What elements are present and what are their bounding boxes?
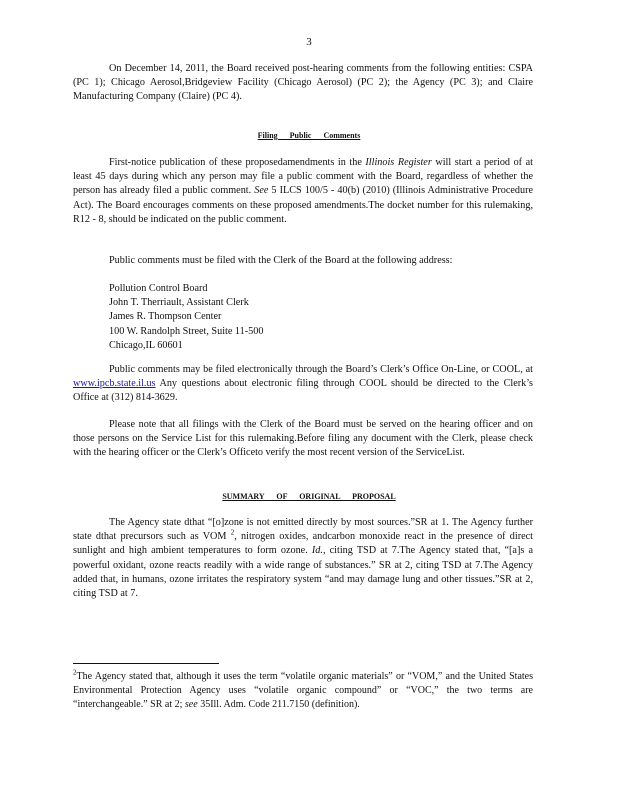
citation-signal: See bbox=[254, 185, 269, 197]
paragraph-post-hearing-comments: On December 14, 2011, the Board received post-hearing comments from the following entities: CSPA (PC 1); Chicago Aerosol,Bridgeview Facility (Chicago Aerosol) (PC 2); the Agency (PC 3); and Claire Manufacturing Company (Claire) (PC 4). bbox=[73, 63, 533, 103]
paragraph-electronic-filing bbox=[73, 363, 533, 406]
page-number: 3 bbox=[306, 36, 312, 48]
paragraph-first-notice bbox=[73, 156, 533, 227]
paragraph-service-list: Please note that all filings with the Clerk of the Board must be served on the hearing officer and on those persons on the Service List for this rulemaking.Before filing any document with the Clerk, please check with the hearing officer or the Clerk’s Officeto verify the most recent version of the ServiceList. bbox=[73, 419, 533, 459]
text-run: The Agency state dthat “[o]zone is not emitted directly by most sources.”SR at 1. The Agency further state dthat precursors such as VOM bbox=[73, 517, 533, 543]
register-title: Illinois Register bbox=[365, 157, 432, 168]
heading-text: Filing Public Comments bbox=[257, 131, 361, 140]
paragraph-agency-summary bbox=[73, 516, 533, 601]
text-run: 5 ILCS 100/5 - 40(b) (2010) (Illinois Administrative Procedure Act). The Board encourages comments on these proposed amendments.The docket number for this rulemaking, R12 - 8, should be indicated on the public comment. bbox=[73, 185, 533, 225]
address-line: Pollution Control Board bbox=[109, 283, 208, 294]
text-run: , citing TSD at 7.The Agency stated that, “[a]s a powerful oxidant, ozone reacts readily with a wide range of substances.” SR at 2, citing TSD at 7.The Agency added that, in humans, ozone irritates the respiratory system “and may damage lung and other tissues.”SR at 2, citing TSD at 7. bbox=[73, 545, 533, 600]
text-run: Public comments may be filed electronically through the Board’s Clerk’s Office On-Line, or COOL, at bbox=[109, 364, 533, 375]
text-run: , nitrogen oxides, andcarbon monoxide react in the presence of direct sunlight and high ambient temperatures to form ozone. bbox=[73, 531, 533, 557]
citation-signal: see bbox=[184, 699, 198, 710]
section-heading-filing-public-comments bbox=[0, 131, 618, 140]
footnote-divider bbox=[73, 663, 219, 664]
board-website-link[interactable]: www.ipcb.state.il.us bbox=[73, 378, 156, 390]
footnote-reference: 2 bbox=[230, 528, 235, 537]
footnote-marker: 2 bbox=[73, 668, 77, 677]
address-line: John T. Therriault, Assistant Clerk bbox=[109, 297, 249, 309]
section-heading-summary bbox=[0, 492, 618, 501]
text-run: will start a period of at least 45 days during which any person may file a public comment with the Board, regardless of whether the person has already filed a public comment. bbox=[73, 157, 533, 197]
paragraph-filing-address-intro: Public comments must be filed with the Clerk of the Board at the following address: bbox=[109, 255, 453, 266]
text-run: 35Ill. Adm. Code 211.7150 (definition). bbox=[197, 699, 360, 710]
text-run: Any questions about electronic filing through COOL should be directed to the Clerk’s Office at (312) 814-3629. bbox=[73, 378, 533, 404]
text-run: The Agency stated that, although it uses the term “volatile organic materials” or “VOM,” and the United States Environmental Protection Agency uses “volatile organic compound” or “VOC,” the two terms are “interchangeable.” SR at 2; bbox=[73, 671, 533, 710]
citation-id: Id. bbox=[311, 545, 323, 557]
heading-text: SUMMARY OF ORIGINAL PROPOSAL bbox=[222, 492, 396, 501]
mailing-address bbox=[109, 282, 263, 353]
address-line: Chicago,IL 60601 bbox=[109, 339, 183, 351]
address-line: 100 W. Randolph Street, Suite 11-500 bbox=[109, 325, 264, 337]
text-run: First-notice publication of these proposedamendments in the bbox=[109, 157, 366, 168]
footnote bbox=[73, 670, 533, 712]
address-line: James R. Thompson Center bbox=[109, 311, 222, 323]
